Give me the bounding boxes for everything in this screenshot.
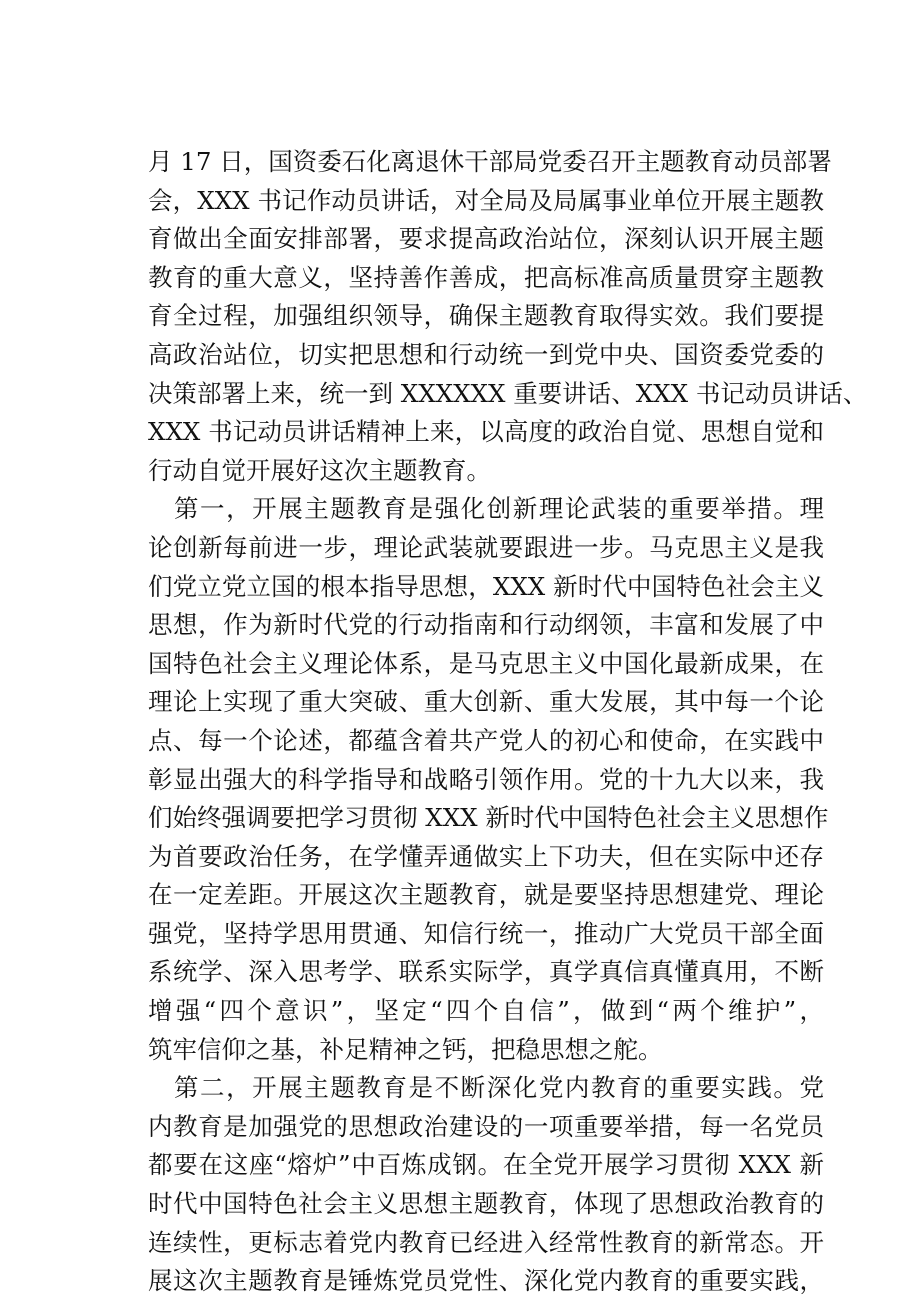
text-line: 都要在这座“熔炉”中百炼成钢。在全党开展学习贯彻 XXX 新 xyxy=(148,1150,824,1180)
text-line: 理论上实现了重大突破、重大创新、重大发展，其中每一个论 xyxy=(148,687,824,717)
text-line: XXX 书记动员讲话精神上来，以高度的政治自觉、思想自觉和 xyxy=(148,417,824,447)
text-line: 时代中国特色社会主义思想主题教育，体现了思想政治教育的 xyxy=(148,1189,824,1219)
text-line: 们始终强调要把学习贯彻 XXX 新时代中国特色社会主义思想作 xyxy=(148,803,829,833)
text-line: 展这次主题教育是锤炼党员党性、深化党内教育的重要实践， xyxy=(148,1266,824,1296)
text-line: 论创新每前进一步，理论武装就要跟进一步。马克思主义是我 xyxy=(148,532,824,562)
text-line: 连续性，更标志着党内教育已经进入经常性教育的新常态。开 xyxy=(148,1227,824,1257)
text-line: 筑牢信仰之基，补足精神之钙，把稳思想之舵。 xyxy=(148,1034,663,1064)
text-line: 们党立党立国的根本指导思想，XXX 新时代中国特色社会主义 xyxy=(148,571,824,601)
text-line: 国特色社会主义理论体系，是马克思主义中国化最新成果，在 xyxy=(148,648,824,678)
paragraph-2 xyxy=(148,490,828,1069)
text-line: 会，XXX 书记作动员讲话，对全局及局属事业单位开展主题教 xyxy=(148,185,824,215)
text-line: 第一，开展主题教育是强化创新理论武装的重要举措。理 xyxy=(174,494,824,524)
text-line: 教育的重大意义，坚持善作善成，把高标准高质量贯穿主题教 xyxy=(148,262,824,292)
text-line: 彰显出强大的科学指导和战略引领作用。党的十九大以来，我 xyxy=(148,764,824,794)
text-line: 行动自觉开展好这次主题教育。 xyxy=(148,455,491,485)
text-line: 点、每一个论述，都蕴含着共产党人的初心和使命，在实践中 xyxy=(148,725,824,755)
text-line: 强党，坚持学思用贯通、知信行统一，推动广大党员干部全面 xyxy=(148,918,824,948)
paragraph-3 xyxy=(148,1069,828,1301)
text-line: 育做出全面安排部署，要求提高政治站位，深刻认识开展主题 xyxy=(148,224,824,254)
text-line: 思想，作为新时代党的行动指南和行动纲领，丰富和发展了中 xyxy=(148,610,824,640)
text-line: 增强“四个意识”，坚定“四个自信”，做到“两个维护”， xyxy=(148,996,824,1026)
body-text xyxy=(148,143,868,1301)
paragraph-1 xyxy=(148,143,868,490)
text-line: 决策部署上来，统一到 XXXXXX 重要讲话、XXX 书记动员讲话、 xyxy=(148,378,868,408)
text-line: 月 17 日，国资委石化离退休干部局党委召开主题教育动员部署 xyxy=(148,147,832,176)
text-line: 内教育是加强党的思想政治建设的一项重要举措，每一名党员 xyxy=(148,1111,824,1141)
text-line: 在一定差距。开展这次主题教育，就是要坚持思想建党、理论 xyxy=(148,880,824,910)
text-line: 第二，开展主题教育是不断深化党内教育的重要实践。党 xyxy=(174,1073,824,1103)
text-line: 高政治站位，切实把思想和行动统一到党中央、国资委党委的 xyxy=(148,339,824,369)
text-line: 育全过程，加强组织领导，确保主题教育取得实效。我们要提 xyxy=(148,301,824,331)
text-line: 为首要政治任务，在学懂弄通做实上下功夫，但在实际中还存 xyxy=(148,841,824,871)
text-line: 系统学、深入思考学、联系实际学，真学真信真懂真用，不断 xyxy=(148,957,824,987)
